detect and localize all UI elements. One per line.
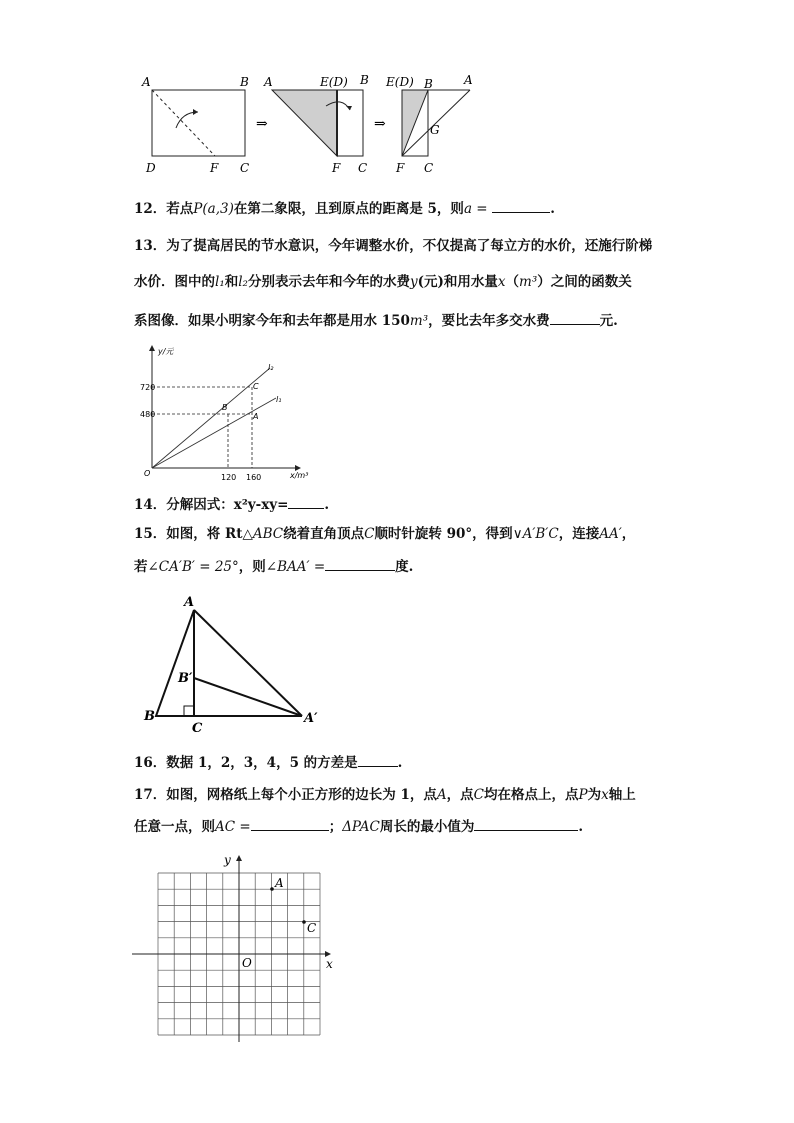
q17-label-A: A — [275, 876, 284, 890]
q15-label-C: C — [192, 721, 203, 734]
q13-l3b: ，要比去年多交水费 — [428, 313, 550, 329]
question-17-line-1 — [134, 785, 636, 805]
q15-line1b: 绕着直角顶点 — [283, 526, 365, 542]
q15-tri: ∨A′B′C — [512, 526, 559, 542]
q13-l2e: （ — [505, 274, 520, 290]
fold-shaded-triangle-2 — [272, 90, 337, 156]
q13-l2f: ）之间的函数关 — [537, 274, 632, 290]
q17-end: . — [578, 819, 584, 835]
q17-answer-blank-2[interactable] — [474, 816, 578, 831]
q17-pac: ΔPAC — [342, 819, 380, 835]
q12-text-2: 在第二象限，且到原点的距离是 5，则 — [233, 201, 464, 217]
q17-A: A — [436, 787, 447, 803]
fold-figure — [130, 66, 480, 178]
q17-answer-blank-1[interactable] — [251, 816, 329, 831]
q16-end: . — [397, 755, 403, 771]
q16-number: 16． — [134, 755, 167, 771]
q13-ylabel: y/元 — [158, 347, 174, 356]
fold-label-F1: F — [210, 161, 219, 175]
q17-grid — [130, 850, 340, 1046]
q13-number: 13． — [134, 238, 167, 254]
q15-line1d: ，连接 — [558, 526, 600, 542]
question-12 — [134, 198, 555, 219]
q13-point-C: C — [253, 382, 259, 391]
q13-xtick-160: 160 — [246, 473, 262, 482]
fold-label-F3: F — [396, 161, 405, 175]
fold-label-D1: D — [146, 161, 156, 175]
q17-line1e: 轴上 — [608, 787, 636, 803]
q15-number: 15． — [134, 526, 167, 542]
q13-l3end: 元. — [599, 313, 618, 329]
q14-answer-blank[interactable] — [288, 494, 324, 509]
q17-number: 17． — [134, 787, 167, 803]
q13-graph — [140, 338, 320, 486]
fold-label-C1: C — [240, 161, 250, 175]
q13-ytick-720: 720 — [140, 383, 156, 392]
q13-xlabel: x/m³ — [290, 471, 309, 480]
q13-point-B: B — [222, 403, 228, 412]
q16-answer-blank[interactable] — [358, 752, 398, 767]
question-13-line-2 — [134, 272, 632, 292]
q17-AC: AC = — [215, 819, 251, 835]
q17-line2b: ； — [328, 819, 343, 835]
question-14 — [134, 494, 329, 515]
q13-xtick-120: 120 — [221, 473, 237, 482]
q17-line1c: 均在格点上，点 — [483, 787, 579, 803]
q15-right-angle-mark — [184, 706, 194, 716]
fold-label-A1: A — [142, 75, 151, 89]
q15-label-B: B — [144, 709, 155, 724]
q12-text-1: 若点 — [166, 201, 194, 217]
q13-l2d: (元)和用水量 — [417, 274, 498, 290]
q13-l3a: 系图像．如果小明家今年和去年都是用水 150 — [134, 313, 410, 329]
q13-line-l1 — [152, 398, 276, 468]
q17-line2c: 周长的最小值为 — [379, 819, 475, 835]
q17-y-label: y — [224, 853, 231, 867]
q17-line1a: 如图，网格纸上每个小正方形的边长为 1，点 — [166, 787, 437, 803]
q15-figure — [138, 592, 328, 734]
q13-l2b: 和 — [224, 274, 239, 290]
fold-label-C3: C — [424, 161, 434, 175]
q17-point-A — [270, 887, 274, 891]
q15-line2a: 若 — [134, 559, 148, 575]
question-13-line-1 — [134, 236, 652, 256]
q13-origin: O — [144, 469, 151, 478]
q13-unit-2: m³ — [409, 313, 429, 329]
q12-end: . — [550, 201, 555, 217]
q15-label-A1: A′ — [304, 711, 318, 726]
q13-l1-label: l₁ — [276, 395, 282, 404]
q13-x: x — [497, 274, 506, 290]
question-15-line-1 — [134, 524, 635, 544]
fold-arrow-1: ⇒ — [256, 116, 268, 132]
fold-rect-2 — [337, 90, 363, 156]
q15-angle2: ∠BAA′ = — [265, 559, 326, 575]
question-16 — [134, 752, 402, 773]
q17-label-C: C — [307, 921, 317, 935]
q13-l1: l₁ — [215, 274, 225, 290]
fold-label-ED2: E(D) — [320, 75, 348, 89]
q13-ytick-480: 480 — [140, 410, 156, 419]
q15-label-A: A — [184, 595, 195, 610]
fold-crease-dashed — [152, 90, 215, 156]
q17-x-label: x — [326, 957, 333, 971]
q15-aa: AA′ — [599, 526, 622, 542]
q17-x: x — [601, 787, 609, 803]
q12-number: 12． — [134, 201, 167, 217]
q17-line1d: 为 — [587, 787, 602, 803]
q15-line2end: 度. — [395, 559, 414, 575]
fold-rect-1 — [152, 90, 245, 156]
fold-label-B2: B — [360, 73, 369, 87]
question-17-line-2 — [134, 816, 583, 837]
q13-unit: m³ — [519, 274, 538, 290]
q14-text: 分解因式：x²y-xy= — [166, 497, 289, 513]
fold-curved-arrow-1 — [176, 112, 198, 128]
q12-var: a = — [463, 201, 488, 217]
q17-point-C — [302, 920, 306, 924]
q13-l2a: 水价．图中的 — [134, 274, 215, 290]
q17-line2a: 任意一点，则 — [134, 819, 215, 835]
q17-P: P — [578, 787, 588, 803]
fold-label-A3: A — [464, 73, 473, 87]
fold-label-C2: C — [358, 161, 368, 175]
fold-label-F2: F — [332, 161, 341, 175]
q17-origin-label: O — [242, 956, 252, 970]
question-15-line-2 — [134, 556, 413, 577]
q13-y: y — [409, 274, 418, 290]
q13-l2-label: l₂ — [268, 363, 274, 372]
fold-label-A2: A — [264, 75, 273, 89]
q17-line1b: ，点 — [446, 787, 474, 803]
q13-l2c: 分别表示去年和今年的水费 — [247, 274, 410, 290]
q17-C: C — [473, 787, 484, 803]
q14-number: 14． — [134, 497, 167, 513]
q15-angle1: ∠CA′B′ = 25° — [147, 559, 239, 575]
q15-answer-blank[interactable] — [325, 556, 395, 571]
q15-abc: ABC — [252, 526, 284, 542]
fold-arrow-2: ⇒ — [374, 116, 386, 132]
q14-end: . — [324, 497, 330, 513]
fold-label-G3: G — [430, 123, 440, 137]
q13-line1: 为了提高居民的节水意识，今年调整水价，不仅提高了每立方的水价，还施行阶梯 — [166, 238, 653, 254]
fold-shaded-triangle-3 — [402, 90, 428, 156]
q15-line1a: 如图，将 Rt△ — [166, 526, 253, 542]
q13-point-A: A — [253, 412, 259, 421]
fold-label-ED3: E(D) — [386, 75, 414, 89]
q15-triangle-ABC — [156, 610, 194, 716]
q15-line1e: ， — [621, 526, 636, 542]
q12-point: P(a,3) — [193, 201, 234, 217]
q15-c: C — [364, 526, 375, 542]
q13-answer-blank[interactable] — [550, 310, 600, 325]
q13-l2: l₂ — [238, 274, 248, 290]
fold-label-B1: B — [240, 75, 249, 89]
question-13-line-3 — [134, 310, 618, 331]
q15-line1c: 顺时针旋转 90°，得到 — [374, 526, 513, 542]
q15-line2b: ，则 — [238, 559, 266, 575]
q16-text: 数据 1，2，3，4，5 的方差是 — [166, 755, 358, 771]
q15-label-B1: B′ — [178, 671, 193, 686]
fold-label-B3: B — [424, 77, 433, 91]
q12-answer-blank[interactable] — [492, 198, 550, 213]
